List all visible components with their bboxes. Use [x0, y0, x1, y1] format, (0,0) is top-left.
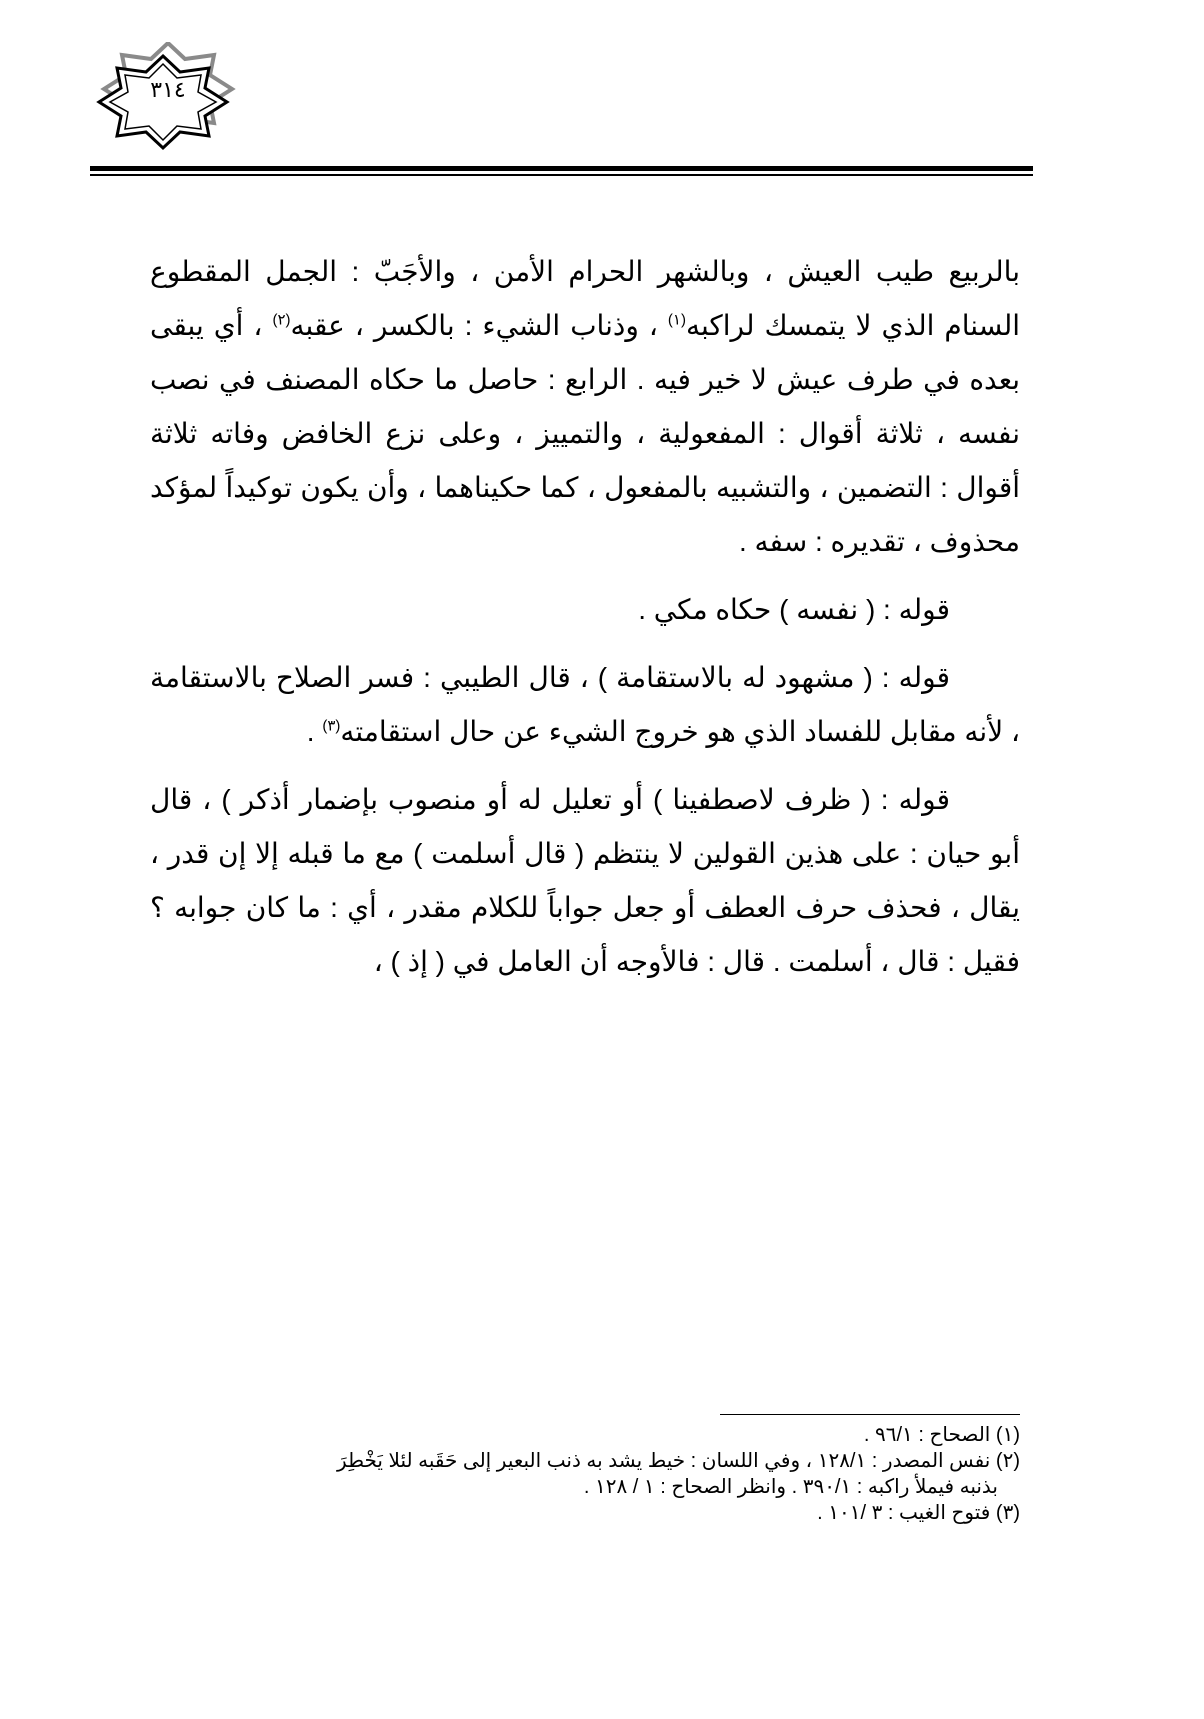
paragraph-4: قوله : ( ظرف لاصطفينا ) أو تعليل له أو منصوب بإضمار أذكر ) ، قال أبو حيان : على هذين القولين لا ينتظم ( قال أسلمت ) مع ما قبله إلا إن قدر ، يقال ، فحذف حرف العطف أو جعل جواباً للكلام مقدر ، أي : ما كان جوابه ؟ فقيل : قال ، أسلمت . قال : فالأوجه أن العامل في ( إذ ) ، — [150, 784, 1020, 977]
main-text — [150, 245, 1020, 1003]
footnote-ref-3: (٣) — [322, 717, 341, 735]
paragraph-2: قوله : ( نفسه ) حكاه مكي . — [638, 594, 950, 625]
footnote-3: (٣) فتوح الغيب : ٣ /١٠١ . — [817, 1502, 1020, 1524]
header-rule-thin — [90, 174, 1033, 176]
header-rule-thick — [90, 166, 1033, 171]
paragraph-3: قوله : ( مشهود له بالاستقامة ) ، قال الطيبي : فسر الصلاح بالاستقامة ، لأنه مقابل للفساد الذي هو خروج الشيء عن حال استقامته$^{(٣)}$ . — [150, 662, 1020, 747]
page-number-badge — [95, 42, 245, 162]
footnote-ref-2: (٢) — [272, 311, 291, 329]
footnote-ref-1: (١) — [667, 311, 686, 329]
paragraph-1: بالربيع طيب العيش ، وبالشهر الحرام الأمن ، والأجَبّ : الجمل المقطوع السنام الذي لا يتمسك لراكبه$^{(١)}$ ، وذناب الشيء : بالكسر ، عقبه$^{(٢)}$ ، أي يبقى بعده في طرف عيش لا خير فيه . الرابع : حاصل ما حكاه المصنف في نصب نفسه ، ثلاثة أقوال : المفعولية ، والتمييز ، وعلى نزع الخافض وفاته ثلاثة أقوال : التضمين ، والتشبيه بالمفعول ، كما حكيناهما ، وأن يكون توكيداً لمؤكد محذوف ، تقديره : سفه . — [150, 256, 1021, 557]
footnotes — [150, 1422, 1020, 1526]
footnote-2: (٢) نفس المصدر : ١٢٨/١ ، وفي اللسان : خيط يشد به ذنب البعير إلى حَقَبه لئلا يَخْطِرَ — [337, 1450, 1020, 1472]
footnote-2-continued: بذنبه فيملأ راكبه : ٣٩٠/١ . وانظر الصحاح : ١ / ١٢٨ . — [583, 1476, 998, 1498]
page-number: ٣١٤ — [150, 77, 186, 102]
footnote-1: (١) الصحاح : ٩٦/١ . — [863, 1424, 1020, 1446]
footnote-separator — [720, 1414, 1020, 1415]
octagram-frame-icon — [95, 42, 245, 162]
